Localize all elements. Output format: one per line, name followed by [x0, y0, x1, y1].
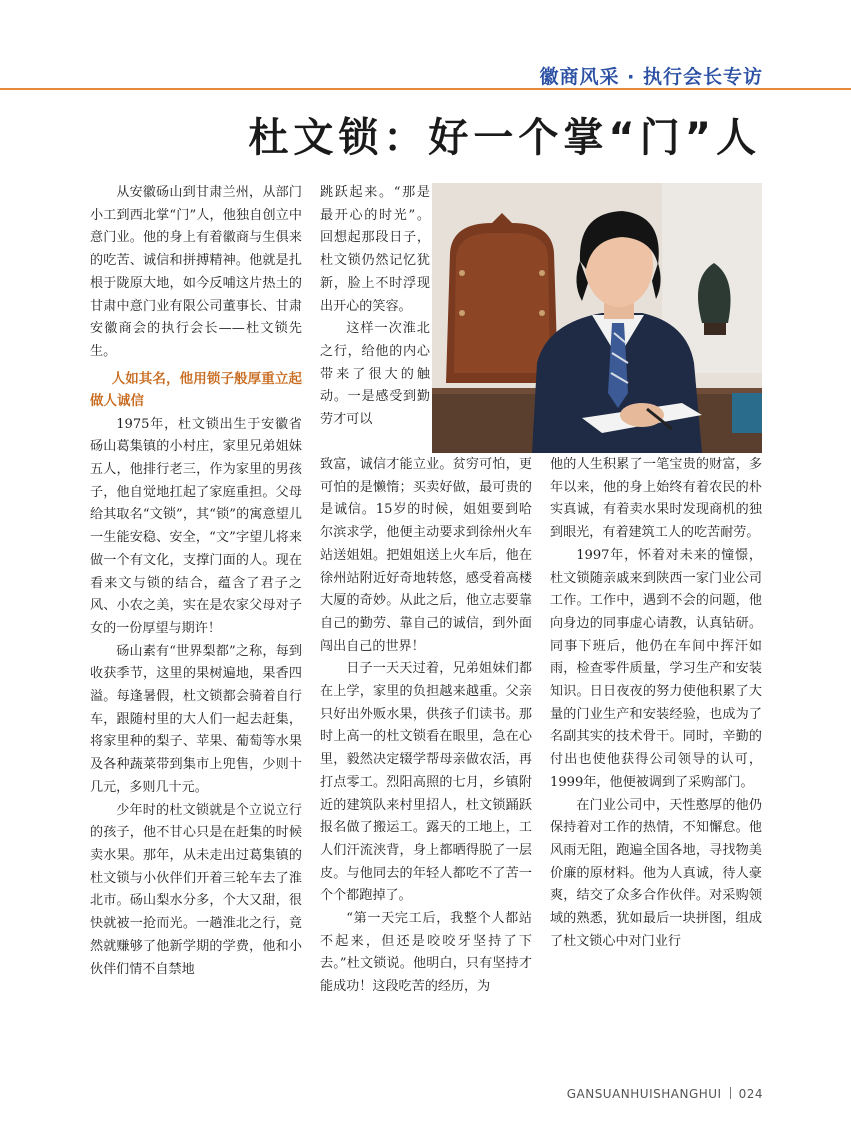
page-number: 024 [738, 1087, 763, 1101]
intro-paragraph: 从安徽砀山到甘肃兰州，从部门小工到西北掌“门”人，他独自创立中意门业。他的身上有着徽商与生俱来的吃苦、诚信和拼搏精神。他就是扎根于陇原大地，如今反哺这片热土的甘肃中意门业有限公司董事长、甘肃安徽商会的执行会长——杜文锁先生。 [90, 185, 302, 359]
text-column-2-top [320, 182, 430, 432]
paragraph: “第一天完工后，我整个人都站不起来，但还是咬咬牙坚持了下去。”杜文锁说。他明白，只有坚持才能成功！这段吃苦的经历，为 [320, 911, 532, 995]
magazine-name: GANSUANHUISHANGHUI [566, 1087, 722, 1101]
section-subhead: 人如其名，他用锁子般厚重立起做人诚信 [90, 370, 302, 409]
page-footer [567, 1087, 763, 1101]
text-column-3 [550, 454, 762, 953]
paragraph: 少年时的杜文锁就是个立说立行的孩子，他不甘心只是在赶集的时候卖水果。那年，从未走出过葛集镇的杜文锁与小伙伴们开着三轮车去了淮北市。砀山梨水分多，个大又甜，很快就被一抢而光。一趟淮北之行，竟然就赚够了他新学期的学费，他和小伙伴们情不自禁地 [90, 802, 302, 977]
text-column-1 [90, 182, 302, 981]
paragraph: 致富，诚信才能立业。贫穷可怕，更可怕的是懒惰；买卖好做，最可贵的是诚信。15岁的时候，姐姐要到哈尔滨求学，他便主动要求到徐州火车站送姐姐。把姐姐送上火车后，他在徐州站附近好奇地转悠，感受着高楼大厦的奇妙。从此之后，他立志要靠自己的勤劳、靠自己的诚信，到外面闯出自己的世界！ [320, 457, 532, 654]
footer-divider [730, 1087, 731, 1099]
paragraph: 在门业公司中，天性憨厚的他仍保持着对工作的热情，不知懈怠。他风雨无阻，跑遍全国各地，寻找物美价廉的原材料。他为人真诚，待人豪爽，结交了众多合作伙伴。对采购领域的熟悉，犹如最后一块拼图，组成了杜文锁心中对门业行 [550, 797, 762, 949]
paragraph: 砀山素有“世界梨都”之称，每到收获季节，这里的果树遍地，果香四溢。每逢暑假，杜文锁都会骑着自行车，跟随村里的大人们一起去赶集，将家里种的梨子、苹果、葡萄等水果及各种蔬菜带到集市上兜售，少则十几元，多则几十元。 [90, 643, 302, 795]
paragraph: 这样一次淮北之行，给他的内心带来了很大的触动。一是感受到勤劳才可以 [320, 321, 430, 428]
paragraph: 日子一天天过着，兄弟姐妹们都在上学，家里的负担越来越重。父亲只好出外贩水果，供孩子们读书。那时上高一的杜文锁看在眼里，急在心里，毅然决定辍学帮母亲做农活，再打点零工。烈阳高照的七月，乡镇附近的建筑队来村里招人，杜文锁踊跃报名做了搬运工。露天的工地上，工人们汗流浃背，身上都晒得脱了一层皮。与他同去的年轻人都吃不了苦一个个都跑掉了。 [320, 661, 532, 904]
paragraph: 跳跃起来。“那是最开心的时光”。回想起那段日子，杜文锁仍然记忆犹新，脸上不时浮现出开心的笑容。 [320, 185, 430, 314]
article-title: 杜文锁：好一个掌“门”人 [248, 115, 761, 161]
section-label: 徽商风采 · 执行会长专访 [539, 66, 763, 88]
paragraph: 1975年，杜文锁出生于安徽省砀山葛集镇的小村庄，家里兄弟姐妹五人，他排行老三，作为家里的男孩子，他自觉地扛起了家庭重担。父母给其取名“文锁”，其“锁”的寓意望儿一生能安稳、安全，“文”字望儿将来做一个有文化，支撑门面的人。现在看来文与锁的结合，蕴含了君子之风、小农之美，实在是农家父母对子女的一份厚望与期许！ [90, 416, 302, 636]
paragraph: 1997年，怀着对未来的憧憬，杜文锁随亲戚来到陕西一家门业公司工作。工作中，遇到不会的问题，他向身边的同事虚心请教，认真钻研。同事下班后，他仍在车间中挥汗如雨，检查零件质量，学习生产和安装知识。日日夜夜的努力使他积累了大量的门业生产和安装经验，也成为了名副其实的技术骨干。同时，辛勤的付出也使他获得公司领导的认可，1999年，他便被调到了采购部门。 [550, 547, 762, 790]
portrait-photo [432, 183, 762, 453]
header-rule [0, 88, 851, 90]
paragraph: 他的人生积累了一笔宝贵的财富，多年以来，他的身上始终有着农民的朴实真诚，有着卖水果时发现商机的独到眼光，有着建筑工人的吃苦耐劳。 [550, 457, 762, 541]
text-column-2 [320, 454, 532, 999]
